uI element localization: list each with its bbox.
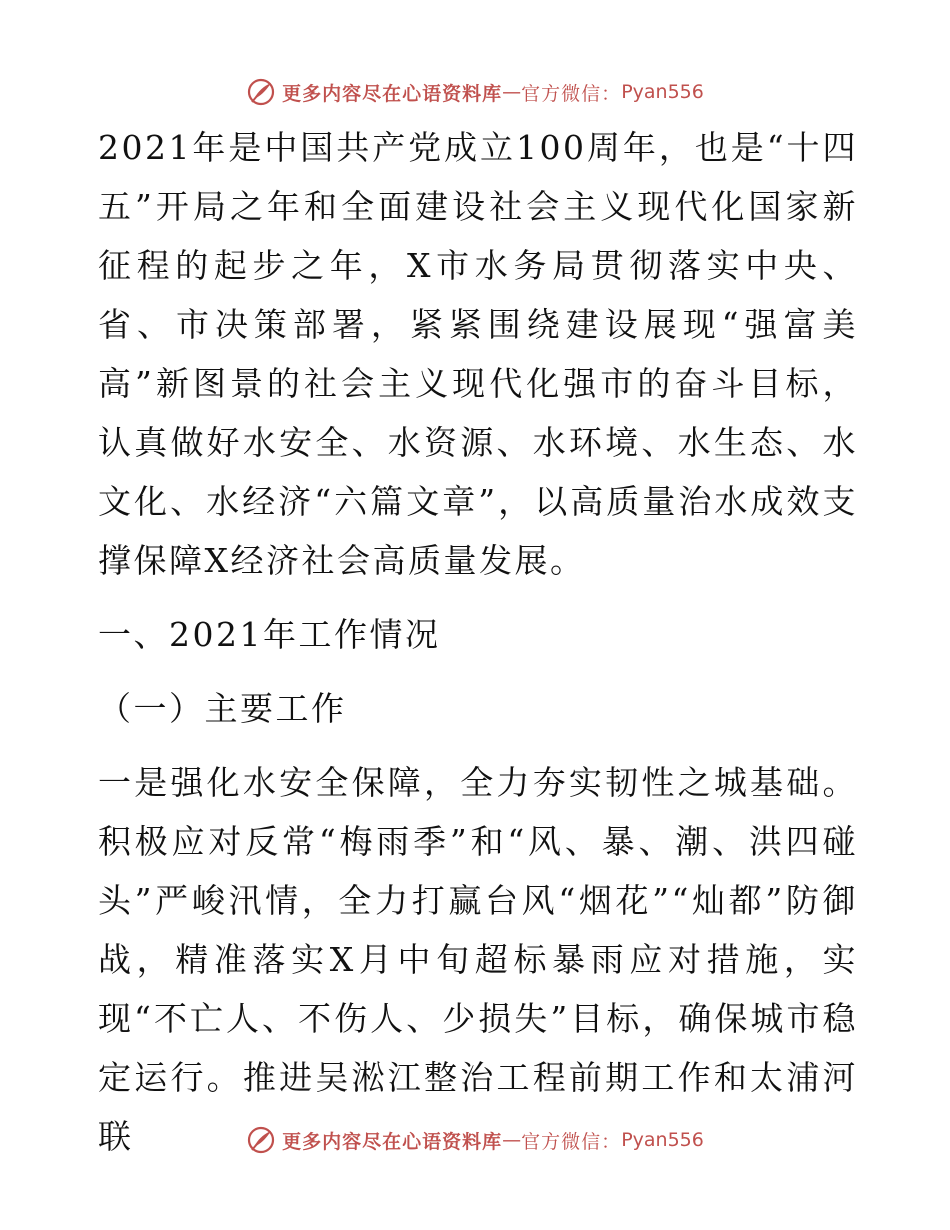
watermark-main-text: 更多内容尽在心语资料库 [282,82,503,105]
point-one-paragraph: 一是强化水安全保障，全力夯实韧性之城基础。积极应对反常“梅雨季”和“风、暴、潮、洪四碰头”严峻汛情，全力打赢台风“烟花”“灿都”防御战，精准落实X月中旬超标暴雨应对措施，实现“不亡人、不伤人、少损失”目标，确保城市稳定运行。推进吴淞江整治工程前期工作和太浦河联 [98,763,858,1156]
watermark-wechat-id: Pyan556 [621,1129,704,1151]
watermark-wechat-label: 官方微信： [521,1130,622,1153]
watermark-dash: — [502,81,522,103]
watermark-wechat-label: 官方微信： [521,82,622,105]
section-heading: 一、2021年工作情况 [98,615,441,654]
watermark-footer [0,1120,950,1160]
watermark-main-text: 更多内容尽在心语资料库 [282,1130,503,1153]
subsection-heading: （一）主要工作 [98,689,347,728]
document-body [98,118,858,1166]
watermark-wechat-id: Pyan556 [621,81,704,103]
watermark-header [0,72,950,112]
feather-logo-icon [246,1125,276,1155]
intro-paragraph: 2021年是中国共产党成立100周年，也是“十四五”开局之年和全面建设社会主义现代化国家新征程的起步之年，X市水务局贯彻落实中央、省、市决策部署，紧紧围绕建设展现“强富美高”新图景的社会主义现代化强市的奋斗目标，认真做好水安全、水资源、水环境、水生态、水文化、水经济“六篇文章”，以高质量治水成效支撑保障X经济社会高质量发展。 [98,128,858,580]
feather-logo-icon [246,77,276,107]
watermark-dash: — [502,1129,522,1151]
